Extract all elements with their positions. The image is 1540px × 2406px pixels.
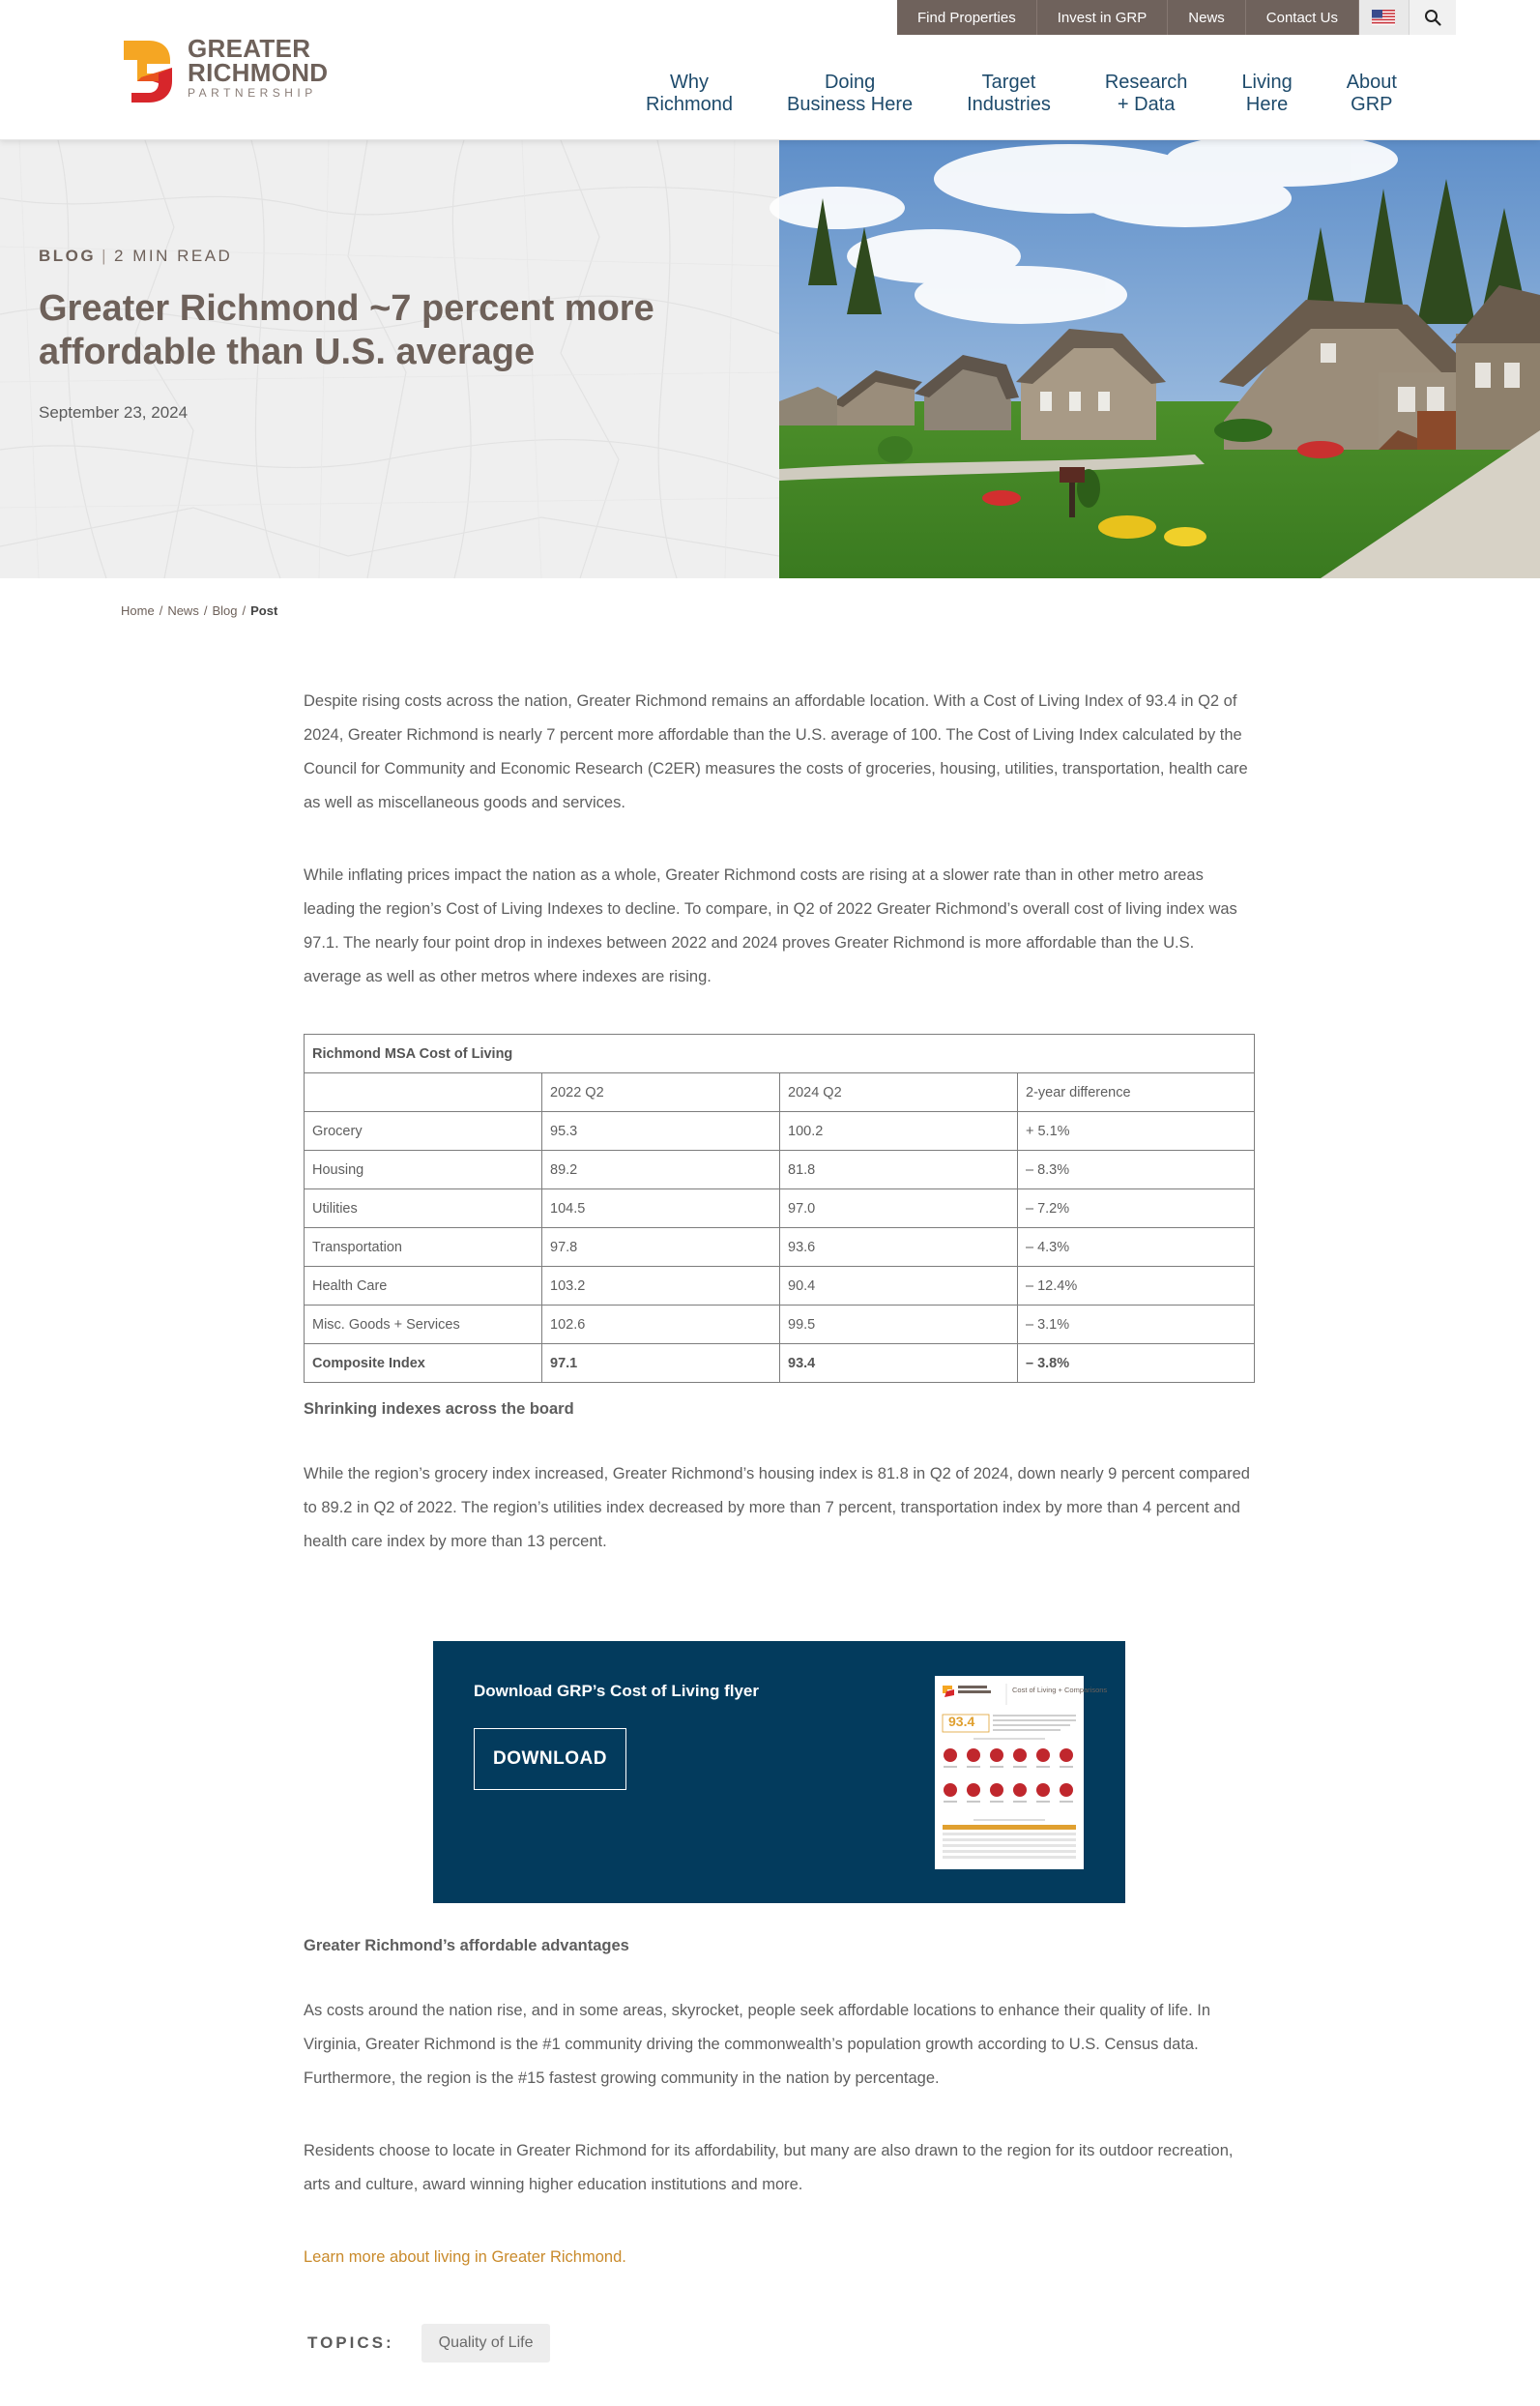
table-row: [305, 1112, 1255, 1151]
nav-label-line2: GRP: [1351, 94, 1393, 115]
language-selector[interactable]: [1359, 0, 1409, 35]
table-row: [305, 1189, 1255, 1228]
table-header-row: [305, 1073, 1255, 1112]
post-category: BLOG: [39, 247, 97, 265]
nav-doing-business[interactable]: [760, 72, 940, 116]
search-icon: [1424, 9, 1441, 26]
hero-text-panel: [0, 140, 779, 578]
grp-logo[interactable]: [120, 34, 333, 104]
table-cell: Utilities: [305, 1189, 542, 1228]
table-header: [305, 1073, 542, 1112]
nav-label-line2: Richmond: [646, 94, 734, 115]
nav-label-line1: Target: [981, 72, 1036, 93]
table-cell: 90.4: [780, 1267, 1018, 1306]
grp-logo-mark-icon: [120, 39, 178, 104]
nav-label-line1: Living: [1241, 72, 1293, 93]
logo-line-3: PARTNERSHIP: [188, 86, 317, 100]
flyer-heading: Cost of Living + Comparisons: [1012, 1686, 1108, 1694]
table-cell: Housing: [305, 1151, 542, 1189]
table-row: [305, 1151, 1255, 1189]
breadcrumb-separator: /: [203, 603, 208, 618]
section-heading-shrinking: Shrinking indexes across the board: [304, 1400, 574, 1418]
post-date: September 23, 2024: [39, 403, 189, 422]
breadcrumb-current: Post: [250, 603, 278, 618]
nav-label-line1: Why: [670, 72, 710, 93]
table-row: [305, 1267, 1255, 1306]
topic-tag-quality-of-life[interactable]: Quality of Life: [421, 2324, 551, 2362]
table-row: [305, 1228, 1255, 1267]
article-body-continued: [304, 1937, 1256, 2274]
table-cell: 99.5: [780, 1306, 1018, 1344]
download-cta-banner: [433, 1641, 1125, 1903]
read-time: 2 MIN READ: [114, 247, 233, 265]
table-cell: 103.2: [542, 1267, 780, 1306]
breadcrumb-separator: /: [242, 603, 247, 618]
nav-label-line2: Business Here: [787, 94, 914, 115]
nav-label-line1: Research: [1104, 72, 1188, 93]
logo-wordmark: [188, 34, 329, 101]
article-paragraph-1: Despite rising costs across the nation, Greater Richmond remains an affordable location. With a Cost of Living Index of 93.4 in Q2 of 2024, Greater Richmond is nearly 7 percent more affordable than the U.S. average of 100. The Cost of Living Index calculated by the Council for Community and Economic Research (C2ER) measures the costs of groceries, housing, utilities, transportation, health care as well as miscellaneous goods and services.: [304, 692, 1248, 811]
table-cell: 89.2: [542, 1151, 780, 1189]
table-cell: Misc. Goods + Services: [305, 1306, 542, 1344]
table-cell: 81.8: [780, 1151, 1018, 1189]
table-title-row: [305, 1035, 1255, 1073]
nav-why-richmond[interactable]: [619, 72, 760, 116]
download-button[interactable]: DOWNLOAD: [474, 1728, 626, 1790]
table-cell: Grocery: [305, 1112, 542, 1151]
article-paragraph-2: While inflating prices impact the nation as a whole, Greater Richmond costs are rising at a slower rate than in other metro areas leading the region’s Cost of Living Indexes to decline. To compare, in Q2 of 2022 Greater Richmond’s overall cost of living index was 97.1. The nearly four point drop in indexes between 2022 and 2024 proves Greater Richmond is more affordable than the U.S. average as well as other metros where indexes are rising.: [304, 866, 1237, 985]
nav-research-data[interactable]: [1078, 72, 1215, 116]
nav-label-line2: Here: [1245, 94, 1289, 115]
main-nav: [619, 72, 1424, 116]
nav-label-line1: Doing: [824, 72, 876, 93]
breadcrumb-news[interactable]: News: [167, 603, 199, 618]
table-header: 2-year difference: [1018, 1073, 1255, 1112]
table-cell: – 3.1%: [1018, 1306, 1255, 1344]
learn-more-living-link[interactable]: Learn more about living in Greater Richmond.: [304, 2248, 626, 2266]
page-title: Greater Richmond ~7 percent more affordable than U.S. average: [39, 288, 654, 372]
table-cell: 104.5: [542, 1189, 780, 1228]
section-heading-advantages: Greater Richmond’s affordable advantages: [304, 1937, 629, 1954]
table-cell: 95.3: [542, 1112, 780, 1151]
flyer-thumbnail[interactable]: [935, 1676, 1108, 1869]
utility-nav: [897, 0, 1456, 35]
logo-line-1: GREATER: [188, 34, 311, 63]
meta-divider: |: [102, 247, 109, 265]
flyer-preview-graphic: [935, 1676, 1108, 1869]
table-cell: – 7.2%: [1018, 1189, 1255, 1228]
table-cell: – 3.8%: [1018, 1344, 1255, 1383]
article-body: [304, 685, 1256, 1559]
table-header: 2024 Q2: [780, 1073, 1018, 1112]
util-find-properties[interactable]: Find Properties: [897, 0, 1037, 35]
living-link-paragraph: [304, 2241, 1256, 2274]
hero: [0, 140, 1540, 578]
breadcrumb: [121, 603, 277, 618]
util-news[interactable]: News: [1168, 0, 1246, 35]
breadcrumb-separator: /: [159, 603, 163, 618]
us-flag-icon: [1372, 10, 1395, 25]
table-cell: Transportation: [305, 1228, 542, 1267]
article-paragraph-5: Residents choose to locate in Greater Richmond for its affordability, but many are also drawn to the region for its outdoor recreation, arts and culture, award winning higher education institutions and more.: [304, 2142, 1234, 2193]
nav-label-line2: + Data: [1117, 94, 1176, 115]
table-cell: – 12.4%: [1018, 1267, 1255, 1306]
table-cell: 93.6: [780, 1228, 1018, 1267]
table-row: [305, 1306, 1255, 1344]
table-total-row: [305, 1344, 1255, 1383]
table-cell: Health Care: [305, 1267, 542, 1306]
table-cell: 102.6: [542, 1306, 780, 1344]
table-header: 2022 Q2: [542, 1073, 780, 1112]
cost-of-living-table: [304, 1034, 1255, 1383]
table-cell: + 5.1%: [1018, 1112, 1255, 1151]
flyer-value: 93.4: [948, 1714, 975, 1729]
table-title: Richmond MSA Cost of Living: [305, 1035, 1255, 1073]
table-cell: 97.0: [780, 1189, 1018, 1228]
table-cell: 93.4: [780, 1344, 1018, 1383]
table-cell: – 8.3%: [1018, 1151, 1255, 1189]
util-contact-us[interactable]: Contact Us: [1246, 0, 1359, 35]
table-cell: 100.2: [780, 1112, 1018, 1151]
topics-label: TOPICS:: [307, 2333, 394, 2352]
search-button[interactable]: [1409, 0, 1456, 35]
nav-label-line1: About: [1346, 72, 1397, 93]
nav-living-here[interactable]: [1214, 72, 1319, 116]
table-cell: 97.1: [542, 1344, 780, 1383]
hero-image: [779, 140, 1540, 578]
nav-target-industries[interactable]: [940, 72, 1078, 116]
nav-about-grp[interactable]: [1320, 72, 1424, 116]
util-invest-in-grp[interactable]: Invest in GRP: [1037, 0, 1169, 35]
nav-label-line2: Industries: [967, 94, 1051, 115]
table-cell: 97.8: [542, 1228, 780, 1267]
breadcrumb-blog[interactable]: Blog: [212, 603, 238, 618]
breadcrumb-home[interactable]: Home: [121, 603, 155, 618]
topics: [307, 2324, 550, 2362]
logo-line-2: RICHMOND: [188, 58, 329, 87]
article-paragraph-3: While the region’s grocery index increased, Greater Richmond’s housing index is 81.8 in Q2 of 2024, down nearly 9 percent compared to 89.2 in Q2 of 2022. The region’s utilities index decreased by more than 7 percent, transportation index by more than 4 percent and health care index by more than 13 percent.: [304, 1465, 1250, 1550]
article-paragraph-4: As costs around the nation rise, and in some areas, skyrocket, people seek affordable locations to enhance their quality of life. In Virginia, Greater Richmond is the #1 community driving the commonwealth’s population growth according to U.S. Census data. Furthermore, the region is the #15 fastest growing community in the nation by percentage.: [304, 2002, 1210, 2087]
table-cell: Composite Index: [305, 1344, 542, 1383]
table-cell: – 4.3%: [1018, 1228, 1255, 1267]
post-meta: [39, 247, 232, 266]
suburban-houses-photo: [779, 140, 1540, 578]
cta-title: Download GRP’s Cost of Living flyer: [474, 1682, 760, 1700]
